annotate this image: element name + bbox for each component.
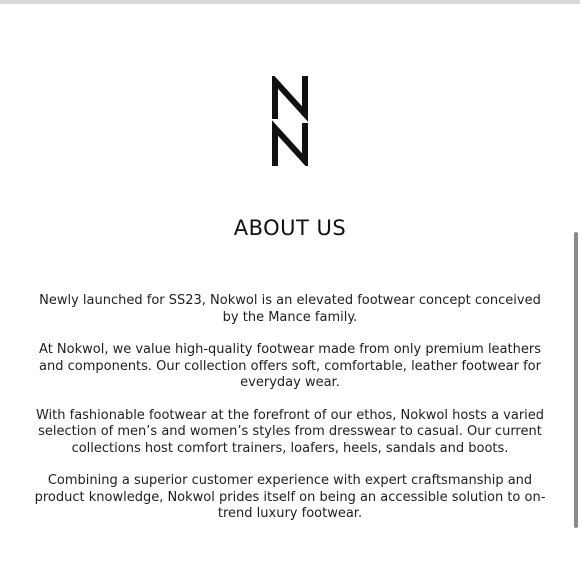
top-divider (0, 0, 580, 4)
about-paragraph-experience: Combining a superior customer experience with expert craftsmanship and product knowledge, Nokwol prides itself on being an accessible solution to on-trend luxury footwear. (34, 473, 546, 521)
about-paragraph-values: At Nokwol, we value high-quality footwear made from only premium leathers and components. Our collection offers soft, comfortable, leather footwear for everyday wear. (39, 342, 541, 390)
page-title: ABOUT US (233, 216, 347, 240)
vertical-scrollbar[interactable] (574, 232, 578, 528)
about-paragraph-collection: With fashionable footwear at the forefront of our ethos, Nokwol hosts a varied selection of men’s and women’s styles from dresswear to casual. Our current collections host comfort trainers, loafers, heels, sandals and boots. (35, 407, 545, 456)
about-paragraph-intro: Newly launched for SS23, Nokwol is an elevated footwear concept conceived by the Mance family. (39, 293, 541, 325)
about-content (34, 293, 546, 539)
nokwol-monogram-icon (270, 76, 310, 166)
